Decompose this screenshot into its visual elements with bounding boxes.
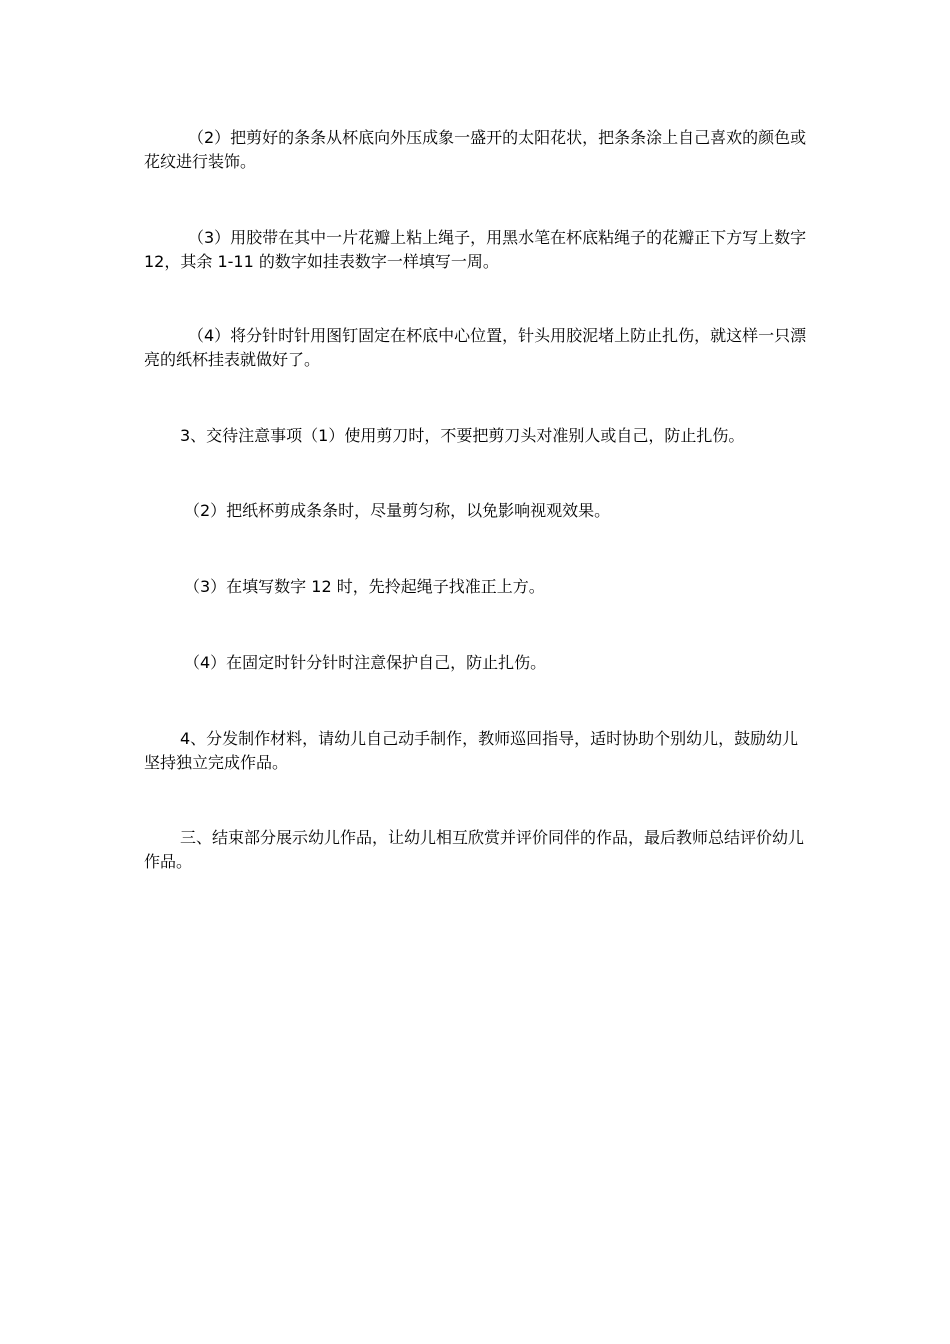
paragraph-step-4: （4）将分针时针用图钉固定在杯底中心位置，针头用胶泥堵上防止扎伤，就这样一只漂亮的纸杯挂表就做好了。: [144, 326, 807, 369]
paragraph-note-3: （3）在填写数字 12 时，先拎起绳子找准正上方。: [184, 577, 545, 596]
paragraph-note-2: （2）把纸杯剪成条条时，尽量剪匀称，以免影响视观效果。: [184, 501, 611, 520]
paragraph-note-4: （4）在固定时针分针时注意保护自己，防止扎伤。: [184, 653, 547, 672]
paragraph-step-2: （2）把剪好的条条从杯底向外压成象一盛开的太阳花状，把条条涂上自己喜欢的颜色或花纹进行装饰。: [144, 128, 807, 171]
paragraph-conclusion: 三、结束部分展示幼儿作品，让幼儿相互欣赏并评价同伴的作品，最后教师总结评价幼儿作品。: [144, 828, 805, 871]
paragraph-step-3: （3）用胶带在其中一片花瓣上粘上绳子，用黑水笔在杯底粘绳子的花瓣正下方写上数字 12，其余 1-11 的数字如挂表数字一样填写一周。: [144, 228, 807, 271]
paragraph-notes-heading: 3、交待注意事项（1）使用剪刀时，不要把剪刀头对准别人或自己，防止扎伤。: [180, 426, 745, 445]
paragraph-distribute-materials: 4、分发制作材料，请幼儿自己动手制作，教师巡回指导，适时协助个别幼儿，鼓励幼儿坚持独立完成作品。: [144, 729, 799, 772]
